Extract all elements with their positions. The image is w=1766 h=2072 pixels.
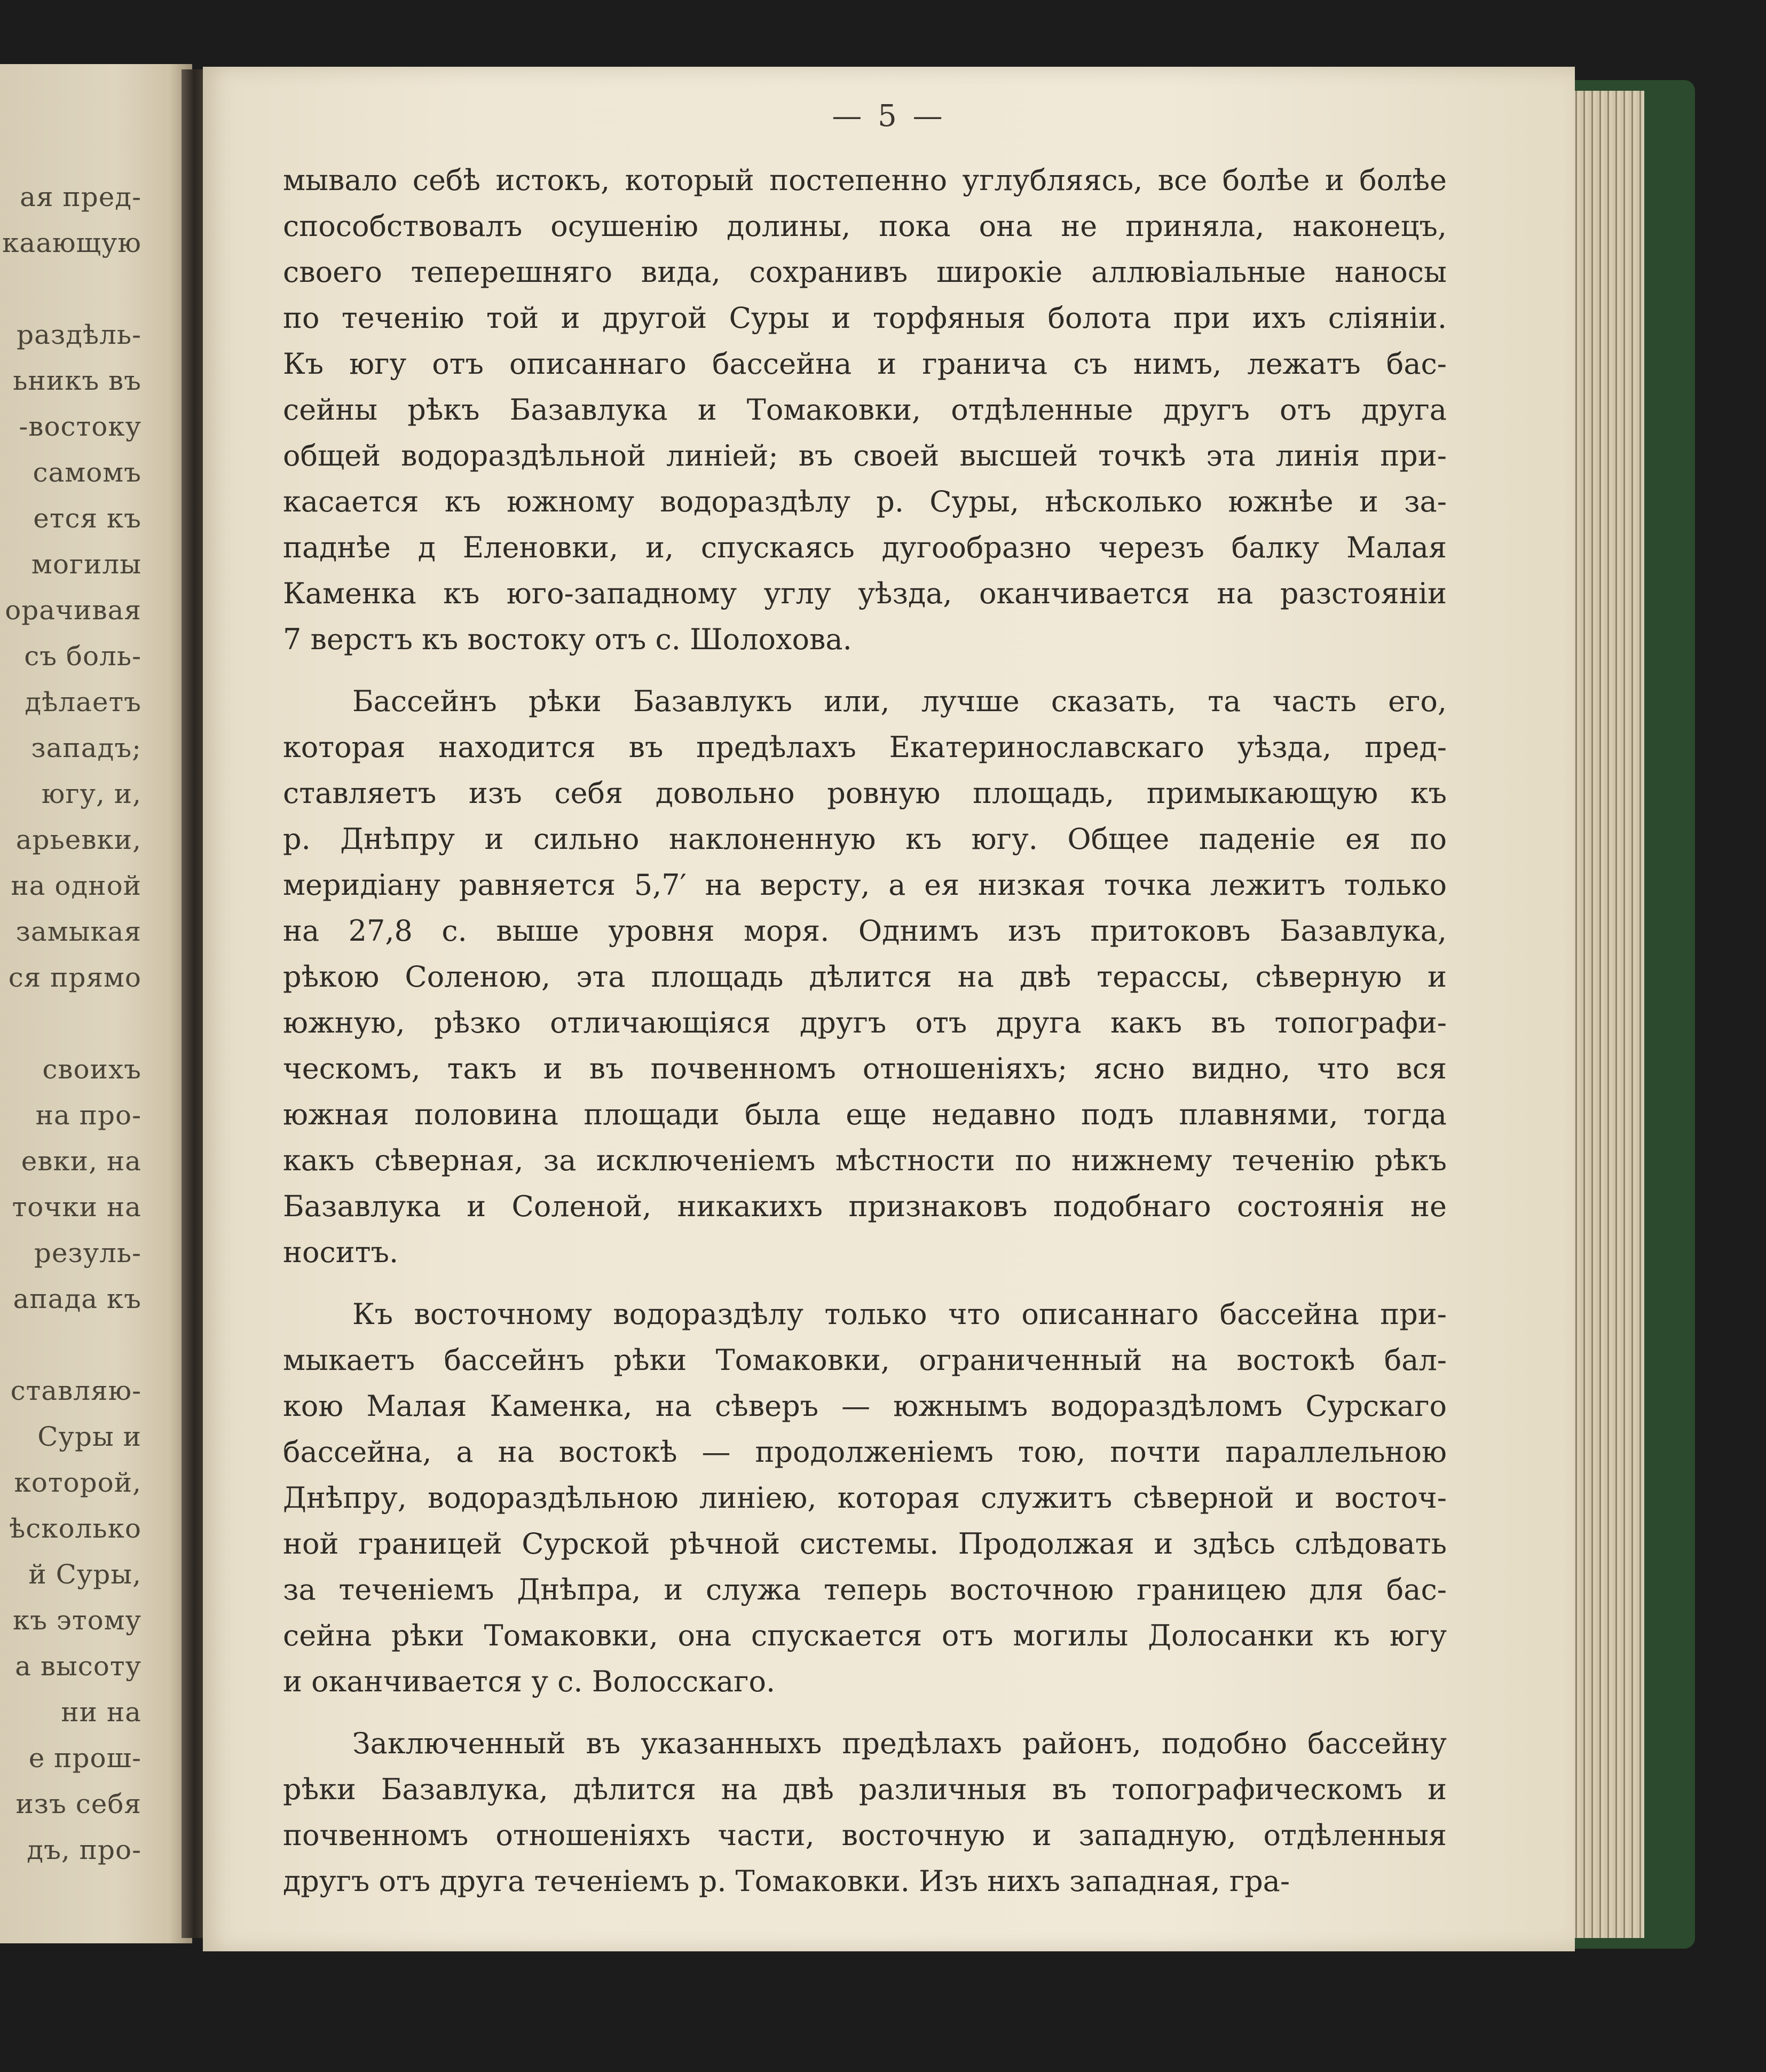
left-page-line: й Суры, <box>28 1559 141 1590</box>
left-page-line: могилы <box>31 549 141 580</box>
left-page-line: а высоту <box>15 1651 141 1682</box>
text-line: Каменка къ юго-западному углу уѣзда, оканчивается на разстояніи <box>283 577 1447 610</box>
text-line: ставляетъ изъ себя довольно ровную площадь, примыкающую къ <box>283 776 1447 810</box>
left-page-line: ставляю- <box>10 1375 141 1406</box>
text-line: сейны рѣкъ Базавлука и Томаковки, отдѣленные другъ отъ друга <box>283 393 1447 427</box>
left-page-line: ся прямо <box>8 962 141 993</box>
text-line: южную, рѣзко отличающіяся другъ отъ друга какъ въ топографи- <box>283 1006 1447 1039</box>
left-page-line: самомъ <box>33 457 141 488</box>
text-line: 7 верстъ къ востоку отъ с. Шолохова. <box>283 623 852 656</box>
text-line: рѣки Базавлука, дѣлится на двѣ различныя въ топографическомъ и <box>283 1772 1447 1806</box>
page-body <box>283 157 1447 1904</box>
text-line: общей водораздѣльной линіей; въ своей высшей точкѣ эта линія при- <box>283 439 1447 472</box>
text-line: носитъ. <box>283 1235 399 1269</box>
left-page-line: замыкая <box>15 916 141 947</box>
text-line: другъ отъ друга теченіемъ р. Томаковки. Изъ нихъ западная, гра- <box>283 1864 1290 1898</box>
paragraph <box>283 1721 1447 1904</box>
text-line: меридіану равняется 5,7′ на версту, а ея низкая точка лежитъ только <box>283 868 1447 902</box>
left-page-line: дъ, про- <box>27 1834 141 1865</box>
text-line: южная половина площади была еще недавно подъ плавнями, тогда <box>283 1098 1447 1131</box>
text-line: р. Днѣпру и сильно наклоненную къ югу. Общее паденіе ея по <box>283 822 1447 856</box>
text-line: касается къ южному водораздѣлу р. Суры, нѣсколько южнѣе и за- <box>283 485 1447 518</box>
paragraph-gap <box>283 1705 1447 1721</box>
text-line: Бассейнъ рѣки Базавлукъ или, лучше сказать, та часть его, <box>352 684 1447 718</box>
page-edges <box>1564 91 1644 1938</box>
left-page-line: орачивая <box>5 595 141 626</box>
text-line: Базавлука и Соленой, никакихъ признаковъ подобнаго состоянія не <box>283 1189 1447 1223</box>
paragraph <box>283 679 1447 1275</box>
text-line: кою Малая Каменка, на сѣверъ — южнымъ водораздѣломъ Сурскаго <box>283 1389 1447 1423</box>
text-line: какъ сѣверная, за исключеніемъ мѣстности по нижнему теченію рѣкъ <box>283 1144 1447 1177</box>
paragraph <box>283 1291 1447 1705</box>
text-line: Днѣпру, водораздѣльною линіею, которая служитъ сѣверной и восточ- <box>283 1481 1447 1515</box>
text-line: паднѣе д Еленовки, и, спускаясь дугообразно черезъ балку Малая <box>283 531 1447 564</box>
text-line: Къ югу отъ описаннаго бассейна и граничa съ нимъ, лежатъ бас- <box>283 347 1447 381</box>
left-page-line: ьникъ въ <box>13 365 141 396</box>
left-page-line: къ этому <box>12 1605 141 1636</box>
left-page-line: апада къ <box>13 1283 141 1314</box>
previous-page-fragment <box>0 64 192 1943</box>
left-page-line: дѣлаетъ <box>25 687 141 718</box>
left-page-line: югу, и, <box>41 778 141 809</box>
text-line: на 27,8 с. выше уровня моря. Однимъ изъ притоковъ Базавлука, <box>283 914 1447 948</box>
left-page-line: которой, <box>14 1467 141 1498</box>
text-line: и оканчивается у с. Волосскаго. <box>283 1665 776 1698</box>
left-page-line: съ боль- <box>24 641 141 672</box>
text-line: Заключенный въ указанныхъ предѣлахъ районъ, подобно бассейну <box>352 1727 1447 1760</box>
left-page-line: -востоку <box>19 411 141 442</box>
text-line: ческомъ, такъ и въ почвенномъ отношеніяхъ; ясно видно, что вся <box>283 1052 1447 1085</box>
text-line: Къ восточному водораздѣлу только что описаннаго бассейна при- <box>352 1297 1447 1331</box>
left-page-line: ѣсколько <box>9 1513 141 1544</box>
text-line: сейна рѣки Томаковки, она спускается отъ могилы Долосанки къ югу <box>283 1619 1447 1652</box>
left-page-line: каающую <box>2 227 141 258</box>
text-line: ной границей Сурской рѣчной системы. Продолжая и здѣсь слѣдовать <box>283 1527 1447 1561</box>
left-page-line: на одной <box>11 870 141 901</box>
left-page-line: ни на <box>61 1697 141 1728</box>
left-page-line: е прош- <box>28 1743 141 1774</box>
paragraph-gap <box>283 663 1447 679</box>
left-page-line: на про- <box>35 1100 141 1131</box>
page-number: — 5 — <box>832 99 946 133</box>
left-page-line: точки на <box>12 1192 141 1223</box>
paragraph-gap <box>283 1275 1447 1291</box>
text-line: своего теперешняго вида, сохранивъ широкіе аллювіальные наносы <box>283 255 1447 289</box>
text-line: рѣкою Соленою, эта площадь дѣлится на двѣ терассы, сѣверную и <box>283 960 1447 994</box>
left-page-line: ется къ <box>33 503 141 534</box>
left-page-line: арьевки, <box>15 824 141 855</box>
left-page-line: изъ себя <box>15 1789 141 1819</box>
text-line: мыкаетъ бассейнъ рѣки Томаковки, ограниченный на востокѣ бал- <box>283 1343 1447 1377</box>
left-page-line: Суры и <box>37 1421 141 1452</box>
text-line: способствовалъ осушенію долины, пока она не приняла, наконецъ, <box>283 209 1447 243</box>
left-page-line: евки, на <box>21 1146 141 1177</box>
left-page-line: раздѣль- <box>17 319 141 350</box>
paragraph <box>283 157 1447 663</box>
book-page <box>203 67 1575 1951</box>
text-line: почвенномъ отношеніяхъ части, восточную и западную, отдѣленныя <box>283 1818 1447 1852</box>
left-page-line: резуль- <box>34 1238 141 1269</box>
text-line: бассейна, а на востокѣ — продолженіемъ тою, почти параллельною <box>283 1435 1447 1469</box>
left-page-line: западъ; <box>31 732 141 763</box>
left-page-line: ая пред- <box>20 182 141 212</box>
text-line: которая находится въ предѣлахъ Екатеринославскаго уѣзда, пред- <box>283 730 1447 764</box>
text-line: по теченію той и другой Суры и торфяныя болота при ихъ сліяніи. <box>283 301 1447 335</box>
left-page-line: своихъ <box>42 1054 141 1085</box>
text-line: мывало себѣ истокъ, который постепенно углубляясь, все болѣе и болѣе <box>283 163 1447 197</box>
text-line: за теченіемъ Днѣпра, и служа теперь восточною границею для бас- <box>283 1573 1447 1606</box>
